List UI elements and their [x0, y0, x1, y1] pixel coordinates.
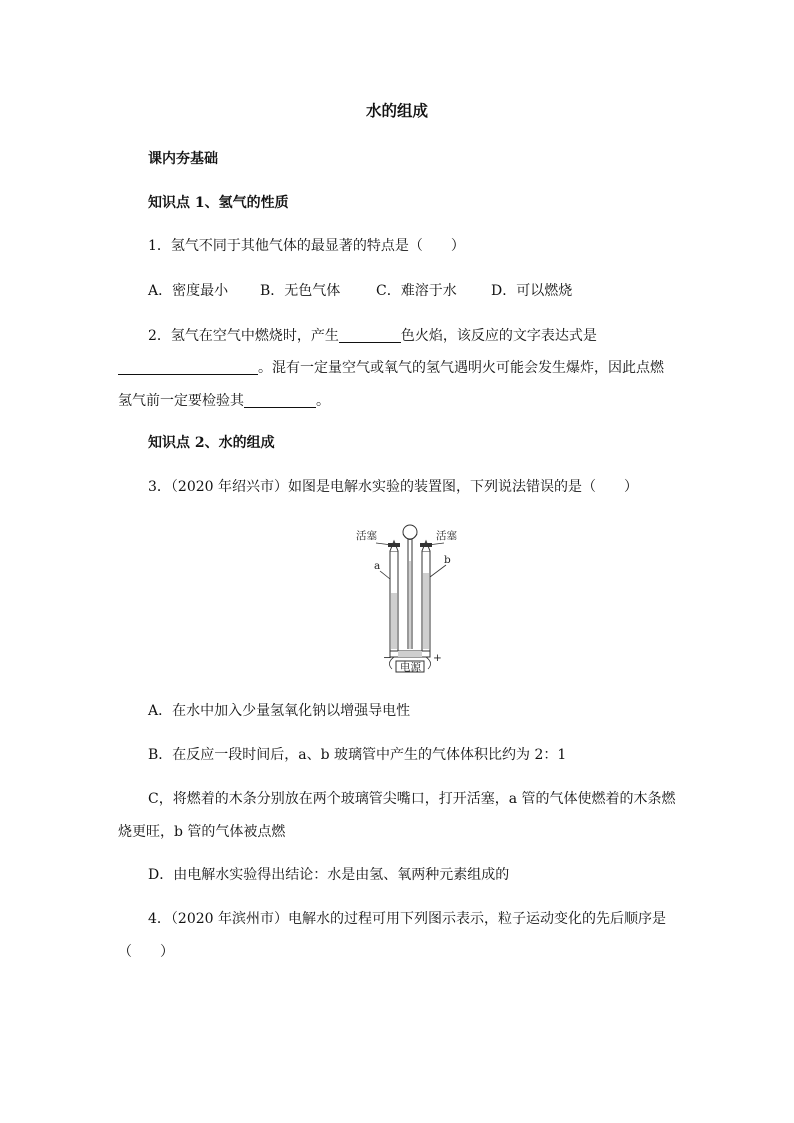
question-2-line-3 [118, 393, 330, 408]
question-4-stem-line-2: （ ） [118, 944, 174, 960]
electrolysis-apparatus-figure [356, 521, 464, 673]
question-3-stem: 3．（2020 年绍兴市）如图是电解水实验的装置图，下列说法错误的是（ ） [148, 479, 638, 495]
question-3-option-c-line-2: 烧更旺，b 管的气体被点燃 [118, 824, 286, 840]
question-1-option-b: B．无色气体 [260, 283, 341, 299]
tube-a-label: a [374, 560, 381, 572]
question-1-stem: 1．氢气不同于其他气体的最显著的特点是（ ） [148, 238, 465, 254]
question-2-blank-purity[interactable] [244, 393, 316, 408]
question-1-option-d: D．可以燃烧 [491, 283, 573, 299]
section-heading: 课内夯基础 [148, 151, 218, 167]
question-2-text-2: 色火焰，该反应的文字表达式是 [400, 328, 597, 344]
question-1-option-a: A．密度最小 [148, 283, 229, 299]
question-2-text-5: 。 [316, 393, 330, 409]
question-2-line-2 [118, 360, 664, 375]
positive-terminal-label: + [433, 652, 442, 664]
electrolysis-apparatus-drawing [356, 521, 464, 673]
question-2-blank-color[interactable] [339, 328, 401, 343]
question-2-blank-expression[interactable] [118, 360, 258, 375]
question-2-text-1: 2．氢气在空气中燃烧时，产生 [148, 328, 339, 344]
knowledge-point-1-heading: 知识点 1、氢气的性质 [148, 195, 289, 211]
left-valve-label: 活塞 [356, 530, 377, 542]
question-2-text-4: 氢气前一定要检验其 [118, 393, 244, 409]
negative-terminal-label: − [383, 652, 392, 664]
knowledge-point-2-heading: 知识点 2、水的组成 [148, 435, 275, 451]
right-valve-label: 活塞 [436, 530, 457, 542]
question-2-line-1 [148, 328, 597, 343]
question-3-option-d: D．由电解水实验得出结论：水是由氢、氧两种元素组成的 [148, 867, 510, 883]
question-3-option-a: A．在水中加入少量氢氧化钠以增强导电性 [148, 703, 411, 719]
question-4-stem-line-1: 4．（2020 年滨州市）电解水的过程可用下列图示表示，粒子运动变化的先后顺序是 [148, 911, 666, 927]
power-supply-label: 电源 [400, 661, 421, 673]
question-1-option-c: C．难溶于水 [376, 283, 457, 299]
question-3-option-b: B．在反应一段时间后，a、b 玻璃管中产生的气体体积比约为 2：1 [148, 747, 567, 763]
question-3-option-c-line-1: C，将燃着的木条分别放在两个玻璃管尖嘴口，打开活塞，a 管的气体使燃着的木条燃 [148, 791, 676, 807]
tube-b-label: b [444, 554, 451, 566]
question-1-options [148, 284, 572, 298]
page-title: 水的组成 [365, 101, 428, 120]
question-2-text-3: 。混有一定量空气或氧气的氢气遇明火可能会发生爆炸，因此点燃 [258, 360, 664, 376]
